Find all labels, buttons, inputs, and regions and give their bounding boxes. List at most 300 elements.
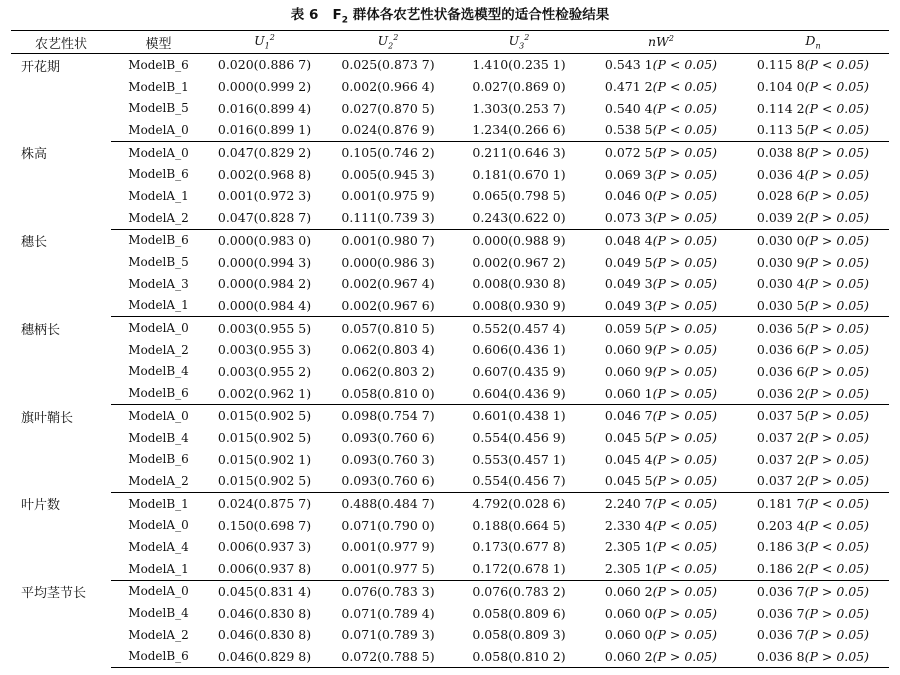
nw2-cell-value: 0.060 1 (604, 385, 653, 401)
dn-cell-significance: (P > 0.05) (804, 210, 870, 226)
u3-cell: 0.601(0.438 1) (472, 408, 566, 424)
u2-cell: 0.002(0.967 6) (323, 295, 453, 317)
table-row (11, 141, 889, 163)
u1-cell: 0.016(0.899 4) (217, 100, 312, 116)
nw2-cell-value: 0.049 3 (604, 297, 653, 313)
u1-cell: 0.015(0.902 5) (217, 408, 312, 424)
u1-cell: 0.045(0.831 4) (217, 583, 312, 599)
dn-cell-value: 0.181 7 (756, 496, 805, 512)
dn-cell-significance: (P > 0.05) (804, 583, 870, 599)
u2-cell: 0.071(0.789 3) (341, 627, 435, 643)
u3-cell: 0.188(0.664 5) (472, 517, 566, 533)
nw2-cell (585, 54, 737, 76)
model-cell: ModelB_4 (128, 430, 189, 445)
dn-cell-value: 0.036 6 (756, 342, 805, 358)
nw2-cell (585, 273, 737, 295)
u2-cell: 0.105(0.746 2) (341, 145, 435, 161)
u1-cell: 0.000(0.983 0) (217, 232, 312, 248)
u3-cell: 4.792(0.028 6) (472, 496, 566, 512)
nw2-cell-significance: (P > 0.05) (652, 188, 718, 204)
u1-cell: 0.024(0.875 7) (217, 496, 312, 512)
nw2-cell-value: 0.045 4 (604, 451, 653, 467)
nw2-cell-value: 0.046 0 (604, 188, 653, 204)
model-cell: ModelA_0 (128, 145, 189, 160)
model-cell: ModelB_1 (128, 79, 189, 94)
u2-cell: 0.111(0.739 3) (323, 207, 453, 229)
u2-cell: 0.072(0.788 5) (323, 646, 453, 668)
table-body (11, 54, 889, 668)
nw2-cell-significance: (P > 0.05) (652, 320, 718, 336)
nw2-cell-value: 0.060 9 (604, 342, 653, 358)
dn-cell-significance: (P > 0.05) (804, 430, 870, 446)
table-row (11, 448, 889, 470)
trait-cell: 叶片数 (21, 498, 61, 514)
model-cell: ModelB_6 (111, 382, 206, 404)
nw2-cell (585, 514, 737, 536)
u1-cell: 0.000(0.984 2) (217, 276, 312, 292)
dn-cell (737, 317, 889, 339)
u1-cell: 0.015(0.902 5) (206, 470, 323, 492)
table-row (11, 251, 889, 273)
model-cell: ModelA_4 (128, 539, 189, 554)
model-cell: ModelB_4 (128, 364, 189, 379)
dn-cell-value: 0.036 7 (756, 583, 805, 599)
u1-cell: 0.003(0.955 2) (217, 363, 312, 379)
nw2-cell-significance: (P > 0.05) (652, 473, 718, 489)
table-row (11, 97, 889, 119)
dn-cell-value: 0.113 5 (756, 122, 805, 138)
dn-cell-significance: (P > 0.05) (804, 451, 870, 467)
nw2-cell (585, 470, 737, 492)
nw2-cell-value: 0.060 2 (604, 583, 653, 599)
u1-cell: 0.000(0.984 4) (206, 295, 323, 317)
header-u2: $U_2^2$ (323, 31, 453, 54)
table-row (11, 624, 889, 646)
header-trait: 农艺性状 (11, 31, 111, 54)
dn-cell-value: 0.115 8 (756, 57, 805, 73)
table-row (11, 273, 889, 295)
table-row (11, 580, 889, 602)
u2-cell: 0.058(0.810 0) (323, 382, 453, 404)
u2-cell: 0.027(0.870 5) (341, 100, 435, 116)
dn-cell-value: 0.028 6 (756, 188, 805, 204)
header-model: 模型 (111, 31, 206, 54)
u1-cell: 0.015(0.902 1) (217, 451, 312, 467)
table-row (11, 54, 889, 76)
u3-cell: 1.410(0.235 1) (472, 57, 566, 73)
table-row (11, 76, 889, 98)
dn-cell-value: 0.186 3 (756, 539, 805, 555)
u1-cell: 0.001(0.972 3) (217, 188, 312, 204)
nw2-cell-significance: (P > 0.05) (652, 451, 718, 467)
nw2-cell-value: 0.048 4 (604, 232, 653, 248)
dn-cell (737, 492, 889, 514)
nw2-cell-value: 0.072 5 (604, 145, 653, 161)
nw2-cell-value: 0.045 5 (604, 473, 653, 489)
nw2-cell-significance: (P > 0.05) (652, 145, 718, 161)
u1-cell: 0.002(0.962 1) (206, 382, 323, 404)
u2-cell: 0.098(0.754 7) (341, 408, 435, 424)
trait-cell: 穗长 (21, 235, 48, 250)
nw2-cell-significance: (P > 0.05) (652, 276, 718, 292)
table-row (11, 427, 889, 449)
nw2-cell (585, 361, 737, 383)
u1-cell: 0.047(0.829 2) (217, 145, 312, 161)
nw2-cell (585, 602, 737, 624)
u1-cell: 0.046(0.830 8) (217, 627, 312, 643)
dn-cell (737, 558, 889, 580)
model-cell: ModelB_5 (128, 255, 189, 270)
dn-cell-value: 0.039 2 (756, 210, 805, 226)
u1-cell: 0.016(0.899 1) (206, 119, 323, 141)
u1-cell: 0.006(0.937 8) (206, 558, 323, 580)
nw2-cell-significance: (P < 0.05) (652, 561, 718, 577)
model-cell: ModelB_6 (128, 452, 189, 467)
nw2-cell-significance: (P > 0.05) (652, 232, 718, 248)
model-cell: ModelB_1 (128, 496, 189, 511)
nw2-cell-significance: (P < 0.05) (652, 496, 718, 512)
dn-cell-significance: (P > 0.05) (804, 342, 870, 358)
dn-cell-significance: (P > 0.05) (804, 363, 870, 379)
u2-cell: 0.062(0.803 4) (341, 342, 435, 358)
nw2-cell (585, 119, 737, 141)
u3-cell: 0.008(0.930 8) (472, 276, 566, 292)
nw2-cell-value: 0.049 5 (604, 254, 653, 270)
u1-cell: 0.000(0.999 2) (217, 79, 312, 95)
trait-cell: 旗叶鞘长 (21, 410, 74, 426)
nw2-cell-significance: (P > 0.05) (652, 254, 718, 270)
model-cell: ModelA_2 (128, 342, 189, 357)
u2-cell: 0.071(0.789 4) (341, 605, 435, 621)
u1-cell: 0.006(0.937 3) (217, 539, 312, 555)
u2-cell: 0.488(0.484 7) (341, 496, 435, 512)
u1-cell: 0.046(0.830 8) (217, 605, 312, 621)
nw2-cell (585, 207, 737, 229)
header-nw2: $nW^2$ (585, 31, 737, 54)
dn-cell (737, 624, 889, 646)
nw2-cell-value: 0.538 5 (604, 122, 653, 138)
nw2-cell (585, 251, 737, 273)
header-dn: $D_n$ (737, 31, 889, 54)
u3-cell: 0.604(0.436 9) (453, 382, 585, 404)
u2-cell: 0.076(0.783 3) (341, 583, 435, 599)
model-cell: ModelA_2 (111, 470, 206, 492)
u2-cell: 0.001(0.980 7) (341, 232, 435, 248)
dn-cell (737, 273, 889, 295)
model-cell: ModelA_0 (128, 518, 189, 533)
header-row (11, 31, 889, 54)
nw2-cell-value: 0.060 2 (604, 648, 653, 664)
dn-cell (737, 382, 889, 404)
model-cell: ModelA_0 (111, 119, 206, 141)
dn-cell (737, 76, 889, 98)
dn-cell-value: 0.037 2 (756, 451, 805, 467)
dn-cell (737, 536, 889, 558)
model-cell: ModelA_1 (128, 188, 189, 203)
header-u3: $U_3^2$ (453, 31, 585, 54)
fit-test-table (11, 30, 889, 668)
dn-cell-value: 0.036 7 (756, 605, 805, 621)
nw2-cell (585, 229, 737, 251)
dn-cell-value: 0.037 5 (756, 408, 805, 424)
nw2-cell-significance: (P < 0.05) (652, 539, 718, 555)
model-cell: ModelA_2 (128, 627, 189, 642)
table-row (11, 514, 889, 536)
u3-cell: 0.554(0.456 9) (472, 430, 566, 446)
dn-cell (737, 54, 889, 76)
dn-cell-value: 0.030 5 (756, 297, 805, 313)
nw2-cell (585, 317, 737, 339)
nw2-cell-significance: (P < 0.05) (652, 79, 718, 95)
u2-cell: 0.001(0.975 9) (341, 188, 435, 204)
model-cell: ModelA_0 (128, 408, 189, 423)
model-cell: ModelB_6 (128, 233, 189, 248)
dn-cell-value: 0.036 4 (756, 166, 805, 182)
u2-cell: 0.001(0.977 5) (323, 558, 453, 580)
trait-cell: 平均茎节长 (21, 586, 87, 601)
nw2-cell-value: 0.540 4 (604, 100, 653, 116)
u3-cell: 0.008(0.930 9) (453, 295, 585, 317)
nw2-cell-significance: (P > 0.05) (652, 297, 718, 313)
table-row (11, 470, 889, 492)
u3-cell: 0.181(0.670 1) (472, 166, 566, 182)
dn-cell-significance: (P > 0.05) (804, 605, 870, 621)
table-row (11, 163, 889, 185)
u3-cell: 0.058(0.810 2) (453, 646, 585, 668)
nw2-cell (585, 97, 737, 119)
dn-cell-significance: (P > 0.05) (804, 627, 870, 643)
u2-cell: 0.093(0.760 6) (323, 470, 453, 492)
dn-cell-value: 0.186 2 (756, 561, 805, 577)
dn-cell-significance: (P > 0.05) (804, 320, 870, 336)
u1-cell: 0.046(0.829 8) (206, 646, 323, 668)
nw2-cell (585, 492, 737, 514)
dn-cell (737, 339, 889, 361)
dn-cell-value: 0.030 0 (756, 232, 805, 248)
dn-cell (737, 141, 889, 163)
dn-cell-significance: (P > 0.05) (804, 188, 870, 204)
dn-cell-significance: (P > 0.05) (804, 297, 870, 313)
caption-f: F (332, 7, 342, 23)
nw2-cell-significance: (P < 0.05) (652, 100, 718, 116)
nw2-cell (585, 141, 737, 163)
model-cell: ModelA_0 (128, 321, 189, 336)
nw2-cell-significance: (P > 0.05) (652, 583, 718, 599)
dn-cell (737, 448, 889, 470)
model-cell: ModelA_0 (128, 584, 189, 599)
table-row (11, 382, 889, 404)
table-row (11, 558, 889, 580)
u2-cell: 0.002(0.966 4) (341, 79, 435, 95)
u3-cell: 1.303(0.253 7) (472, 100, 566, 116)
nw2-cell-significance: (P > 0.05) (652, 430, 718, 446)
dn-cell-significance: (P > 0.05) (804, 254, 870, 270)
u3-cell: 0.243(0.622 0) (453, 207, 585, 229)
nw2-cell-value: 0.059 5 (604, 320, 653, 336)
dn-cell (737, 361, 889, 383)
dn-cell-significance: (P < 0.05) (804, 100, 870, 116)
u1-cell: 0.003(0.955 3) (217, 342, 312, 358)
model-cell: ModelB_6 (128, 57, 189, 72)
dn-cell (737, 185, 889, 207)
nw2-cell (585, 646, 737, 668)
dn-cell-significance: (P > 0.05) (804, 276, 870, 292)
u3-cell: 0.027(0.869 0) (472, 79, 566, 95)
nw2-cell (585, 427, 737, 449)
dn-cell (737, 514, 889, 536)
model-cell: ModelA_3 (128, 276, 189, 291)
model-cell: ModelB_6 (128, 167, 189, 182)
u2-cell: 0.093(0.760 3) (341, 451, 435, 467)
nw2-cell (585, 580, 737, 602)
table-row (11, 317, 889, 339)
u1-cell: 0.000(0.994 3) (217, 254, 312, 270)
nw2-cell (585, 76, 737, 98)
dn-cell-significance: (P < 0.05) (804, 122, 870, 138)
dn-cell-value: 0.036 5 (756, 320, 805, 336)
nw2-cell (585, 405, 737, 427)
table-row (11, 405, 889, 427)
dn-cell-significance: (P > 0.05) (804, 166, 870, 182)
dn-cell-value: 0.104 0 (756, 79, 805, 95)
dn-cell-value: 0.203 4 (756, 517, 805, 533)
model-cell: ModelA_1 (111, 295, 206, 317)
u3-cell: 1.234(0.266 6) (453, 119, 585, 141)
nw2-cell-value: 0.045 5 (604, 430, 653, 446)
nw2-cell-value: 0.046 7 (604, 408, 653, 424)
dn-cell-value: 0.038 8 (756, 145, 805, 161)
table-row (11, 295, 889, 317)
nw2-cell-significance: (P > 0.05) (652, 166, 718, 182)
u2-cell: 0.024(0.876 9) (323, 119, 453, 141)
nw2-cell-significance: (P > 0.05) (652, 210, 718, 226)
model-cell: ModelB_5 (128, 101, 189, 116)
u2-cell: 0.025(0.873 7) (341, 57, 435, 73)
table-caption (0, 6, 900, 30)
nw2-cell-significance: (P > 0.05) (652, 408, 718, 424)
dn-cell-value: 0.037 2 (756, 430, 805, 446)
nw2-cell (585, 558, 737, 580)
dn-cell (737, 470, 889, 492)
dn-cell-value: 0.030 4 (756, 276, 805, 292)
caption-text: 群体各农艺性状备选模型的适合性检验结果 (352, 7, 610, 23)
u2-cell: 0.001(0.977 9) (341, 539, 435, 555)
table-row (11, 229, 889, 251)
nw2-cell-value: 0.069 3 (604, 166, 653, 182)
table-row (11, 602, 889, 624)
caption-prefix: 表 6 (290, 7, 319, 23)
nw2-cell-significance: (P > 0.05) (652, 648, 718, 664)
table-row (11, 492, 889, 514)
nw2-cell (585, 163, 737, 185)
nw2-cell (585, 295, 737, 317)
header-u1: $U_1^2$ (206, 31, 323, 54)
dn-cell-significance: (P > 0.05) (804, 648, 870, 664)
nw2-cell-significance: (P > 0.05) (652, 385, 718, 401)
u3-cell: 0.554(0.456 7) (453, 470, 585, 492)
nw2-cell (585, 448, 737, 470)
dn-cell-value: 0.114 2 (756, 100, 805, 116)
u2-cell: 0.071(0.790 0) (341, 517, 435, 533)
model-cell: ModelA_2 (111, 207, 206, 229)
u3-cell: 0.173(0.677 8) (472, 539, 566, 555)
u3-cell: 0.607(0.435 9) (472, 363, 566, 379)
dn-cell (737, 229, 889, 251)
nw2-cell-significance: (P > 0.05) (652, 627, 718, 643)
dn-cell (737, 97, 889, 119)
dn-cell (737, 405, 889, 427)
u2-cell: 0.062(0.803 2) (341, 363, 435, 379)
nw2-cell (585, 339, 737, 361)
table-row (11, 339, 889, 361)
nw2-cell (585, 382, 737, 404)
dn-cell (737, 602, 889, 624)
dn-cell-value: 0.036 6 (756, 363, 805, 379)
table-row (11, 119, 889, 141)
nw2-cell-value: 2.240 7 (604, 496, 653, 512)
table-row (11, 646, 889, 668)
dn-cell-value: 0.030 9 (756, 254, 805, 270)
nw2-cell (585, 536, 737, 558)
table-row (11, 207, 889, 229)
u3-cell: 0.065(0.798 5) (472, 188, 566, 204)
dn-cell (737, 580, 889, 602)
dn-cell (737, 207, 889, 229)
model-cell: ModelB_6 (111, 646, 206, 668)
trait-cell: 穗柄长 (21, 322, 61, 338)
table-row (11, 361, 889, 383)
u2-cell: 0.093(0.760 6) (341, 430, 435, 446)
u1-cell: 0.020(0.886 7) (217, 57, 312, 73)
u3-cell: 0.058(0.809 3) (472, 627, 566, 643)
u1-cell: 0.003(0.955 5) (217, 320, 312, 336)
u3-cell: 0.211(0.646 3) (472, 145, 566, 161)
dn-cell-significance: (P < 0.05) (804, 79, 870, 95)
dn-cell-significance: (P < 0.05) (804, 496, 870, 512)
nw2-cell-value: 0.060 0 (604, 627, 653, 643)
nw2-cell-value: 0.060 0 (604, 605, 653, 621)
nw2-cell-value: 2.330 4 (604, 517, 653, 533)
dn-cell (737, 251, 889, 273)
dn-cell (737, 427, 889, 449)
u3-cell: 0.076(0.783 2) (472, 583, 566, 599)
nw2-cell-value: 0.060 9 (604, 363, 653, 379)
nw2-cell-significance: (P > 0.05) (652, 363, 718, 379)
dn-cell (737, 295, 889, 317)
nw2-cell-value: 2.305 1 (604, 561, 653, 577)
u2-cell: 0.002(0.967 4) (341, 276, 435, 292)
nw2-cell (585, 624, 737, 646)
u1-cell: 0.150(0.698 7) (217, 517, 312, 533)
dn-cell-value: 0.036 2 (756, 385, 805, 401)
dn-cell-value: 0.037 2 (756, 473, 805, 489)
model-cell: ModelA_1 (111, 558, 206, 580)
table-row (11, 536, 889, 558)
dn-cell-significance: (P > 0.05) (804, 385, 870, 401)
nw2-cell-value: 0.471 2 (604, 79, 653, 95)
u3-cell: 0.606(0.436 1) (472, 342, 566, 358)
u1-cell: 0.047(0.828 7) (206, 207, 323, 229)
nw2-cell-significance: (P > 0.05) (652, 342, 718, 358)
dn-cell-significance: (P < 0.05) (804, 517, 870, 533)
dn-cell-value: 0.036 8 (756, 648, 805, 664)
dn-cell-value: 0.036 7 (756, 627, 805, 643)
trait-cell: 株高 (21, 147, 48, 163)
u3-cell: 0.553(0.457 1) (472, 451, 566, 467)
nw2-cell-significance: (P < 0.05) (652, 517, 718, 533)
trait-cell: 开花期 (21, 60, 61, 75)
u3-cell: 0.002(0.967 2) (472, 254, 566, 270)
